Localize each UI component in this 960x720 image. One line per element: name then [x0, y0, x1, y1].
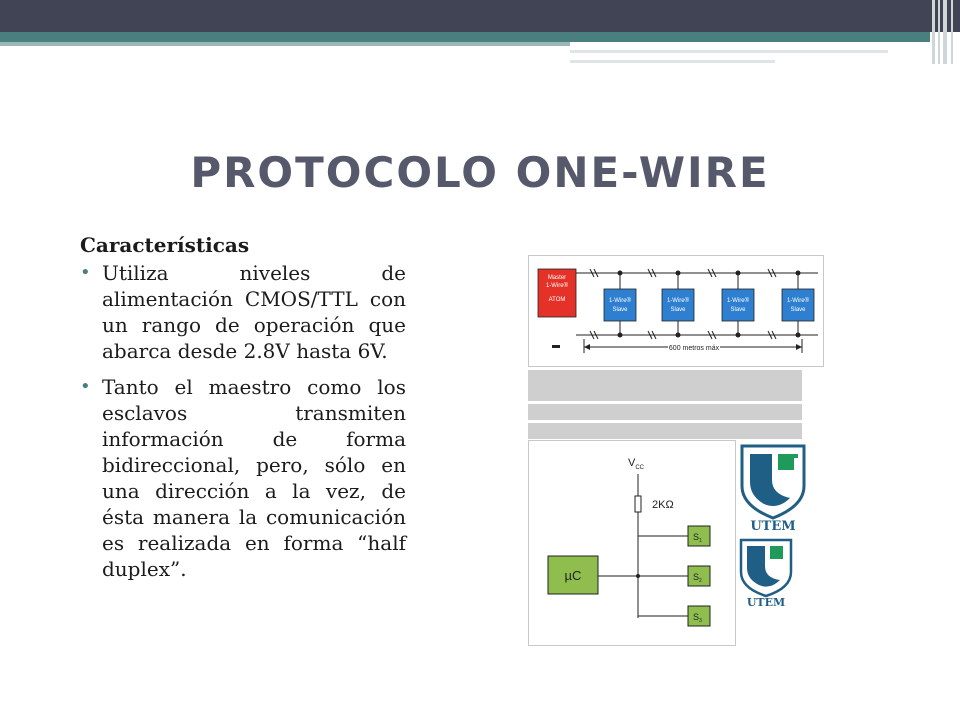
bullet-dot-icon: • — [80, 376, 91, 397]
ground-icon — [552, 345, 560, 348]
slave-s3 — [688, 606, 710, 626]
svg-text:S2: $S_2$ — [693, 572, 702, 584]
svg-text:Slave: Slave — [790, 307, 806, 313]
utem-logo-icon — [738, 444, 808, 532]
bullet-text: Utiliza niveles de alimentación CMOS/TTL con un rango de operación que abarca desde 2.8V hasta 6V. — [102, 261, 406, 363]
slave-block — [782, 289, 814, 321]
one-wire-circuit-diagram — [528, 440, 736, 646]
slave-s1 — [688, 526, 710, 546]
header-vertical-stripes — [930, 0, 960, 64]
slave-block — [722, 289, 754, 321]
slave-block — [604, 289, 636, 321]
svg-text:1-Wire®: 1-Wire® — [666, 298, 690, 304]
header-thin-line — [570, 50, 888, 53]
slave-s2 — [688, 566, 710, 586]
header-thin-line-short — [570, 60, 775, 63]
resistor — [635, 496, 641, 512]
resistor-label: 2KΩ — [652, 499, 674, 511]
svg-text:S1: $S_1$ — [693, 532, 702, 544]
gray-separator-bar — [528, 423, 802, 439]
bullet-item — [80, 374, 406, 582]
svg-text:1-Wire®: 1-Wire® — [786, 298, 810, 304]
svg-text:Slave: Slave — [730, 307, 746, 313]
one-wire-network-diagram — [528, 255, 824, 367]
svg-text:UTEM: UTEM — [746, 596, 786, 608]
svg-text:S3: $S_3$ — [693, 612, 702, 624]
utem-logo-small-icon — [738, 538, 794, 608]
header-bar — [0, 0, 960, 32]
header-accent-stripe-light — [0, 42, 570, 46]
gray-separator-bar — [528, 404, 802, 420]
distance-label: 600 metros máx — [668, 345, 720, 352]
svg-text:Slave: Slave — [670, 307, 686, 313]
bullet-list — [80, 260, 406, 582]
vcc-label: $V_{CC}$ — [628, 457, 645, 471]
slave-block — [662, 289, 694, 321]
section-heading: Características — [80, 233, 250, 257]
master-label: ATOM — [548, 297, 566, 303]
mcu-label: µC — [564, 568, 582, 583]
master-label: 1-Wire® — [545, 283, 569, 289]
svg-text:Slave: Slave — [612, 307, 628, 313]
svg-text:UTEM: UTEM — [750, 519, 796, 532]
svg-text:1-Wire®: 1-Wire® — [726, 298, 750, 304]
header-accent-stripe — [0, 32, 930, 42]
master-label: Master — [547, 275, 567, 281]
slide-title: PROTOCOLO ONE-WIRE — [190, 148, 770, 197]
bullet-item — [80, 260, 406, 364]
slide-body — [80, 232, 406, 592]
bullet-text: Tanto el maestro como los esclavos transmiten información de forma bidireccional, pero, sólo en una dirección a la vez, de ésta manera la comunicación es realizada en forma “half duplex”. — [102, 375, 406, 581]
gray-separator-bar — [528, 370, 802, 401]
bullet-dot-icon: • — [80, 262, 91, 283]
svg-text:1-Wire®: 1-Wire® — [608, 298, 632, 304]
